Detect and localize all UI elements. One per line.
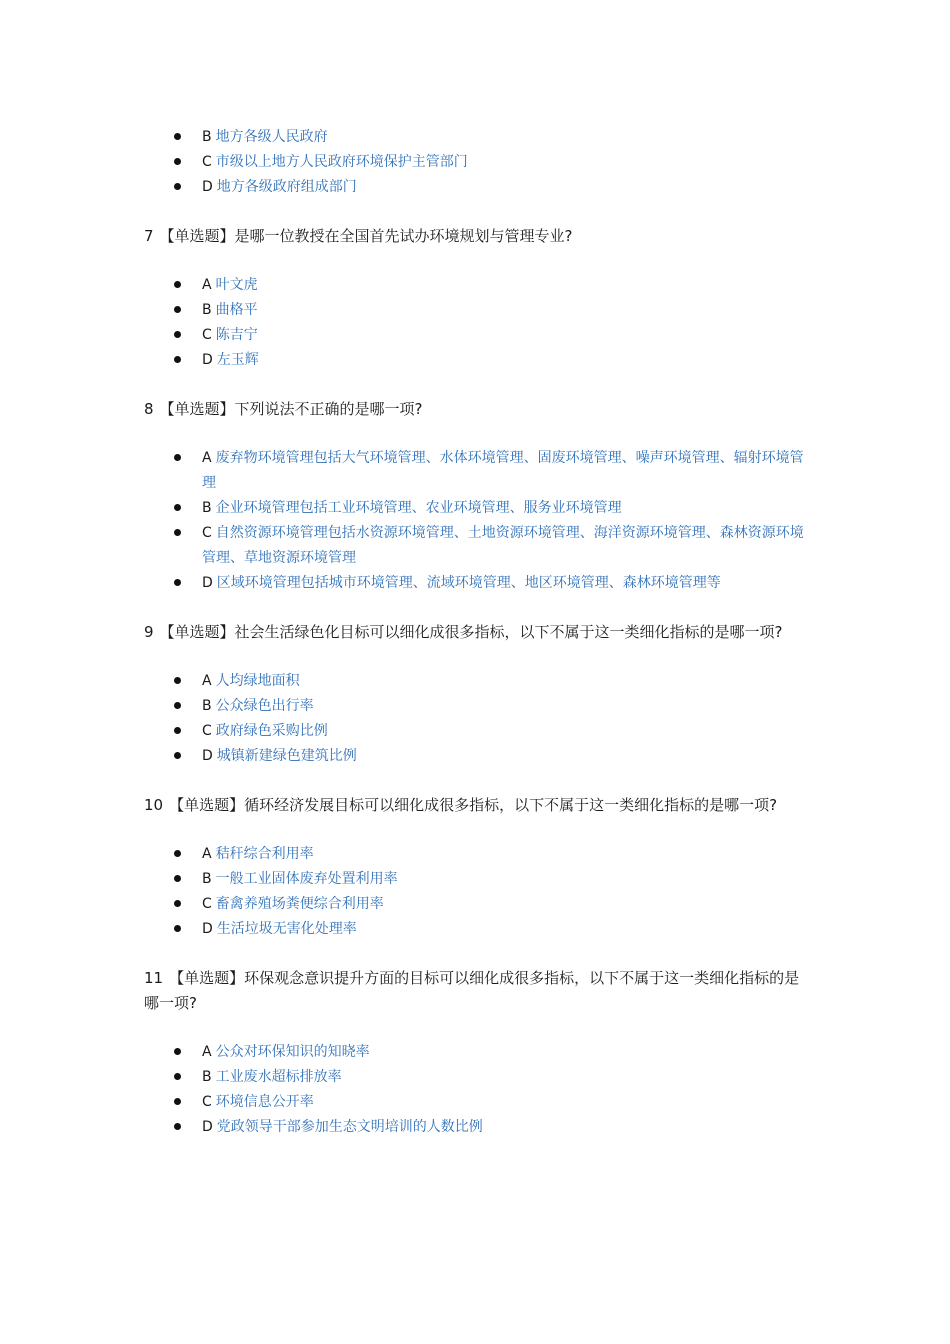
option-letter: C <box>202 723 212 739</box>
option-text[interactable]: 废弃物环境管理包括大气环境管理、水体环境管理、固废环境管理、噪声环境管理、辐射环境管理 <box>202 450 804 491</box>
option-letter: B <box>202 698 212 714</box>
list-item <box>144 694 809 719</box>
option-letter: B <box>202 871 212 887</box>
list-item <box>144 446 809 496</box>
list-item <box>144 744 809 769</box>
list-item <box>144 150 809 175</box>
option-text[interactable]: 地方各级人民政府 <box>215 129 328 145</box>
list-item <box>144 1040 809 1065</box>
option-letter: C <box>202 896 212 912</box>
option-text[interactable]: 自然资源环境管理包括水资源环境管理、土地资源环境管理、海洋资源环境管理、森林资源环境管理、草地资源环境管理 <box>202 525 804 566</box>
option-text[interactable]: 区域环境管理包括城市环境管理、流域环境管理、地区环境管理、森林环境管理等 <box>216 575 721 591</box>
option-letter: C <box>202 525 212 541</box>
question-number: 8 <box>144 400 154 418</box>
option-text[interactable]: 曲格平 <box>215 302 258 318</box>
option-letter: D <box>202 921 213 937</box>
list-item <box>144 571 809 596</box>
question-text: 【单选题】循环经济发展目标可以细化成很多指标，以下不属于这一类细化指标的是哪一项? <box>169 796 778 814</box>
option-letter: C <box>202 327 212 343</box>
option-text[interactable]: 畜禽养殖场粪便综合利用率 <box>215 896 384 912</box>
option-letter: D <box>202 179 213 195</box>
list-item <box>144 1090 809 1115</box>
option-text[interactable]: 秸秆综合利用率 <box>215 846 314 862</box>
quiz-content <box>144 125 809 1140</box>
option-text[interactable]: 生活垃圾无害化处理率 <box>216 921 357 937</box>
option-list-10 <box>144 842 809 942</box>
question-10 <box>144 793 809 818</box>
list-item <box>144 892 809 917</box>
list-item <box>144 1115 809 1140</box>
option-letter: B <box>202 500 212 516</box>
list-item <box>144 323 809 348</box>
option-text[interactable]: 党政领导干部参加生态文明培训的人数比例 <box>216 1119 483 1135</box>
question-number: 11 <box>144 969 164 987</box>
option-text[interactable]: 工业废水超标排放率 <box>215 1069 342 1085</box>
option-letter: A <box>202 450 212 466</box>
question-11 <box>144 966 809 1016</box>
list-item <box>144 521 809 571</box>
option-letter: C <box>202 154 212 170</box>
list-item <box>144 719 809 744</box>
list-item <box>144 273 809 298</box>
option-text[interactable]: 地方各级政府组成部门 <box>216 179 357 195</box>
option-letter: C <box>202 1094 212 1110</box>
option-letter: D <box>202 748 213 764</box>
option-list-8 <box>144 446 809 596</box>
option-text[interactable]: 城镇新建绿色建筑比例 <box>216 748 357 764</box>
question-8 <box>144 397 809 422</box>
option-letter: D <box>202 1119 213 1135</box>
question-number: 7 <box>144 227 154 245</box>
list-item <box>144 1065 809 1090</box>
question-text: 【单选题】社会生活绿色化目标可以细化成很多指标，以下不属于这一类细化指标的是哪一项? <box>159 623 783 641</box>
option-letter: D <box>202 575 213 591</box>
question-text: 【单选题】下列说法不正确的是哪一项? <box>159 400 423 418</box>
option-text[interactable]: 陈吉宁 <box>215 327 258 343</box>
option-letter: B <box>202 1069 212 1085</box>
option-text[interactable]: 环境信息公开率 <box>215 1094 314 1110</box>
option-letter: A <box>202 1044 212 1060</box>
option-letter: A <box>202 277 212 293</box>
option-letter: B <box>202 129 212 145</box>
option-text[interactable]: 左玉辉 <box>216 352 259 368</box>
list-item <box>144 175 809 200</box>
list-item <box>144 348 809 373</box>
option-text[interactable]: 一般工业固体废弃处置利用率 <box>215 871 398 887</box>
option-text[interactable]: 市级以上地方人民政府环境保护主管部门 <box>215 154 468 170</box>
list-item <box>144 867 809 892</box>
option-list-top <box>144 125 809 200</box>
list-item <box>144 669 809 694</box>
option-list-9 <box>144 669 809 769</box>
option-letter: A <box>202 673 212 689</box>
option-text[interactable]: 企业环境管理包括工业环境管理、农业环境管理、服务业环境管理 <box>215 500 622 516</box>
option-text[interactable]: 人均绿地面积 <box>215 673 300 689</box>
question-text: 【单选题】环保观念意识提升方面的目标可以细化成很多指标，以下不属于这一类细化指标的是哪一项? <box>144 969 800 1012</box>
question-9 <box>144 620 809 645</box>
question-7 <box>144 224 809 249</box>
question-number: 10 <box>144 796 164 814</box>
option-letter: B <box>202 302 212 318</box>
option-letter: D <box>202 352 213 368</box>
list-item <box>144 125 809 150</box>
question-text: 【单选题】是哪一位教授在全国首先试办环境规划与管理专业? <box>159 227 573 245</box>
list-item <box>144 496 809 521</box>
question-number: 9 <box>144 623 154 641</box>
list-item <box>144 298 809 323</box>
list-item <box>144 842 809 867</box>
list-item <box>144 917 809 942</box>
option-letter: A <box>202 846 212 862</box>
option-text[interactable]: 公众绿色出行率 <box>215 698 314 714</box>
option-text[interactable]: 叶文虎 <box>215 277 258 293</box>
option-list-11 <box>144 1040 809 1140</box>
option-list-7 <box>144 273 809 373</box>
option-text[interactable]: 政府绿色采购比例 <box>215 723 328 739</box>
option-text[interactable]: 公众对环保知识的知晓率 <box>215 1044 370 1060</box>
